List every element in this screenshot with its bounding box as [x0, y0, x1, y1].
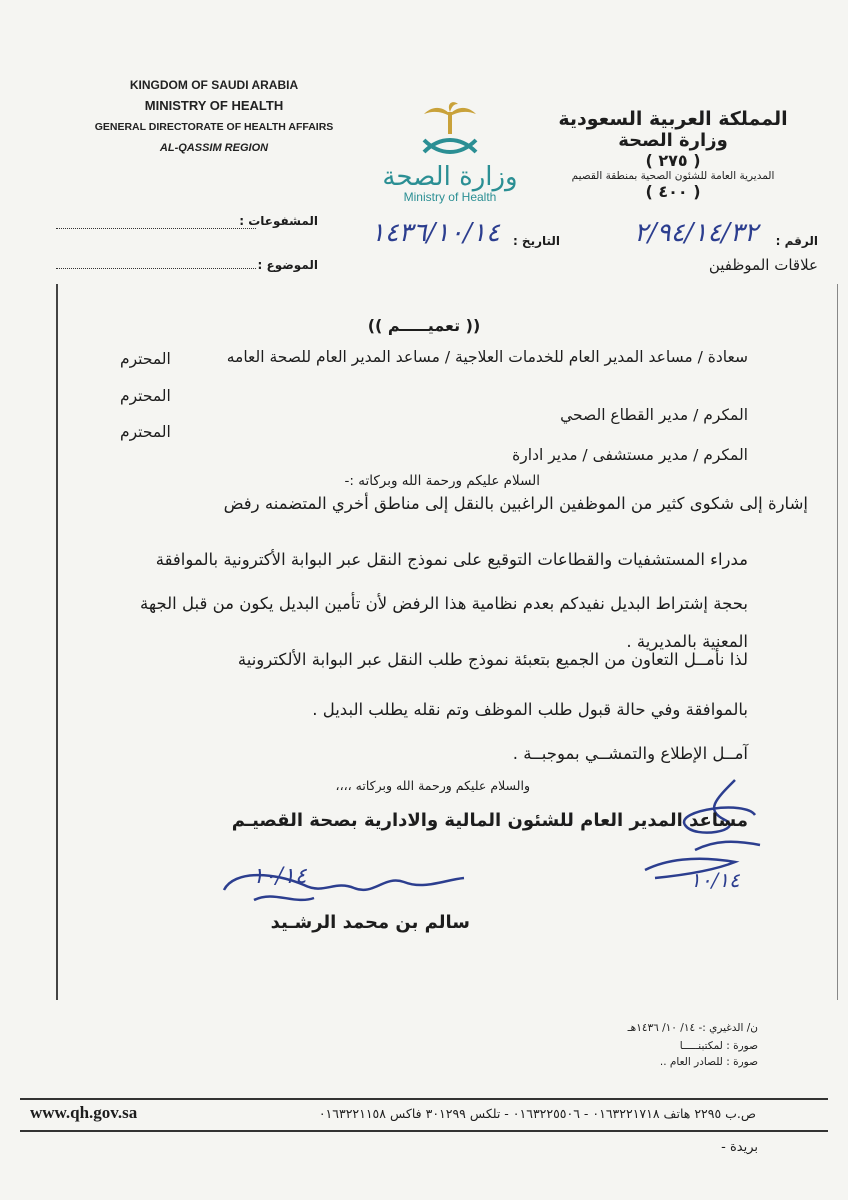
copy-line-1: ن/ الدغيري :- ١٤/ ١٠/ ١٤٣٦هـ: [627, 1022, 758, 1034]
copy-line-3: صورة : للصادر العام ..: [659, 1056, 758, 1068]
ministry-name-en: MINISTRY OF HEALTH: [144, 98, 284, 113]
respected-1: المحترم: [120, 350, 171, 368]
code-275: ( ٢٧٥ ): [645, 151, 701, 170]
signer-name: سالم بن محمد الرشـيد: [270, 912, 470, 933]
greeting: السلام عليكم ورحمة الله وبركاته :-: [344, 473, 540, 489]
recipient-line-2: المكرم / مدير القطاع الصحي: [560, 406, 748, 424]
code-400: ( ٤٠٠ ): [645, 182, 701, 201]
website-url: www.qh.gov.sa: [30, 1103, 138, 1122]
paragraph-1-line-3: بحجة إشتراط البديل نفيدكم بعدم نظامية هذا الرفض لأن تأمين البديل يكون من قبل الجهة: [140, 594, 748, 613]
directorate-name-ar: المديرية العامة للشئون الصحية بمنطقة القصيم: [571, 170, 775, 182]
date-value-handwritten: ١٤٣٦/١٠/١٤: [370, 218, 500, 248]
respected-3: المحترم: [120, 423, 171, 441]
number-label: الرقم :: [775, 234, 818, 248]
recipient-line-3: المكرم / مدير مستشفى / مدير ادارة: [512, 446, 748, 464]
attachments-label: المشفوعات :: [239, 214, 318, 228]
logo-arabic-text: وزارة الصحة: [382, 162, 518, 192]
palm-swords-emblem-icon: [410, 100, 490, 162]
subject-dotted-line: [56, 268, 256, 269]
kingdom-name-ar: المملكة العربية السعودية: [558, 108, 788, 130]
directorate-name-en: GENERAL DIRECTORATE OF HEALTH AFFAIRS: [94, 121, 334, 133]
subject-line: [50, 252, 818, 282]
signature-date-handwritten: ١٠/١٤: [252, 864, 307, 889]
paragraph-3: آمــل الإطلاع والتمشــي بموجبــة .: [512, 744, 748, 763]
ministry-logo: [380, 100, 520, 204]
number-value-handwritten: ٢/٩٤/١٤/٣٢: [633, 218, 758, 248]
recipient-line-1: سعادة / مساعد المدير العام للخدمات العلاجية / مساعد المدير العام للصحة العامه: [226, 348, 748, 366]
footer-city: بريدة -: [721, 1140, 758, 1155]
region-name-en: AL-QASSIM REGION: [159, 142, 269, 154]
department-name: علاقات الموظفين: [708, 256, 818, 274]
initials-date-handwritten: ١٠/١٤: [690, 868, 740, 892]
paragraph-1-line-1: إشارة إلى شكوى كثير من الموظفين الراغبين بالنقل إلى مناطق أخري المتضمنه رفض: [223, 494, 808, 513]
kingdom-name-en: KINGDOM OF SAUDI ARABIA: [129, 78, 299, 92]
paragraph-1-line-2: مدراء المستشفيات والقطاعات التوقيع على نموذج النقل عبر البوابة الأكترونية بالموافقة: [155, 550, 748, 569]
english-letterhead: [64, 78, 364, 154]
circular-title: (( تعميـــــم )): [367, 316, 481, 335]
attachments-dotted-line: [56, 228, 256, 229]
ministry-name-ar: وزارة الصحة: [618, 130, 728, 151]
paragraph-2-line-1: لذا نأمــل التعاون من الجميع بتعبئة نموذج طلب النقل عبر البوابة الألكترونية: [237, 650, 748, 669]
arabic-letterhead: [538, 108, 808, 201]
respected-2: المحترم: [120, 387, 171, 405]
paragraph-1-line-4: المعنية بالمديرية .: [626, 632, 748, 651]
closing-greeting: والسلام عليكم ورحمة الله وبركاته ،،،،: [335, 778, 530, 793]
footer-contact: ص.ب ٢٢٩٥ هاتف ٠١٦٣٢٢١٧١٨ - ٠١٦٣٢٢٥٥٠٦ - تلكس ٣٠١٢٩٩ فاكس ٠١٦٣٢٢١١٥٨: [318, 1106, 756, 1121]
logo-english-text: Ministry of Health: [403, 190, 497, 204]
copy-line-2: صورة : لمكتبنـــــا: [679, 1040, 758, 1052]
paragraph-2-line-2: بالموافقة وفي حالة قبول طلب الموظف وتم نقله يطلب البديل .: [312, 700, 748, 719]
signer-title: مساعد المدير العام للشئون المالية والادارية بصحة القصيـم: [231, 810, 748, 831]
subject-label: الموضوع :: [257, 258, 318, 272]
date-label: التاريخ :: [512, 234, 560, 248]
